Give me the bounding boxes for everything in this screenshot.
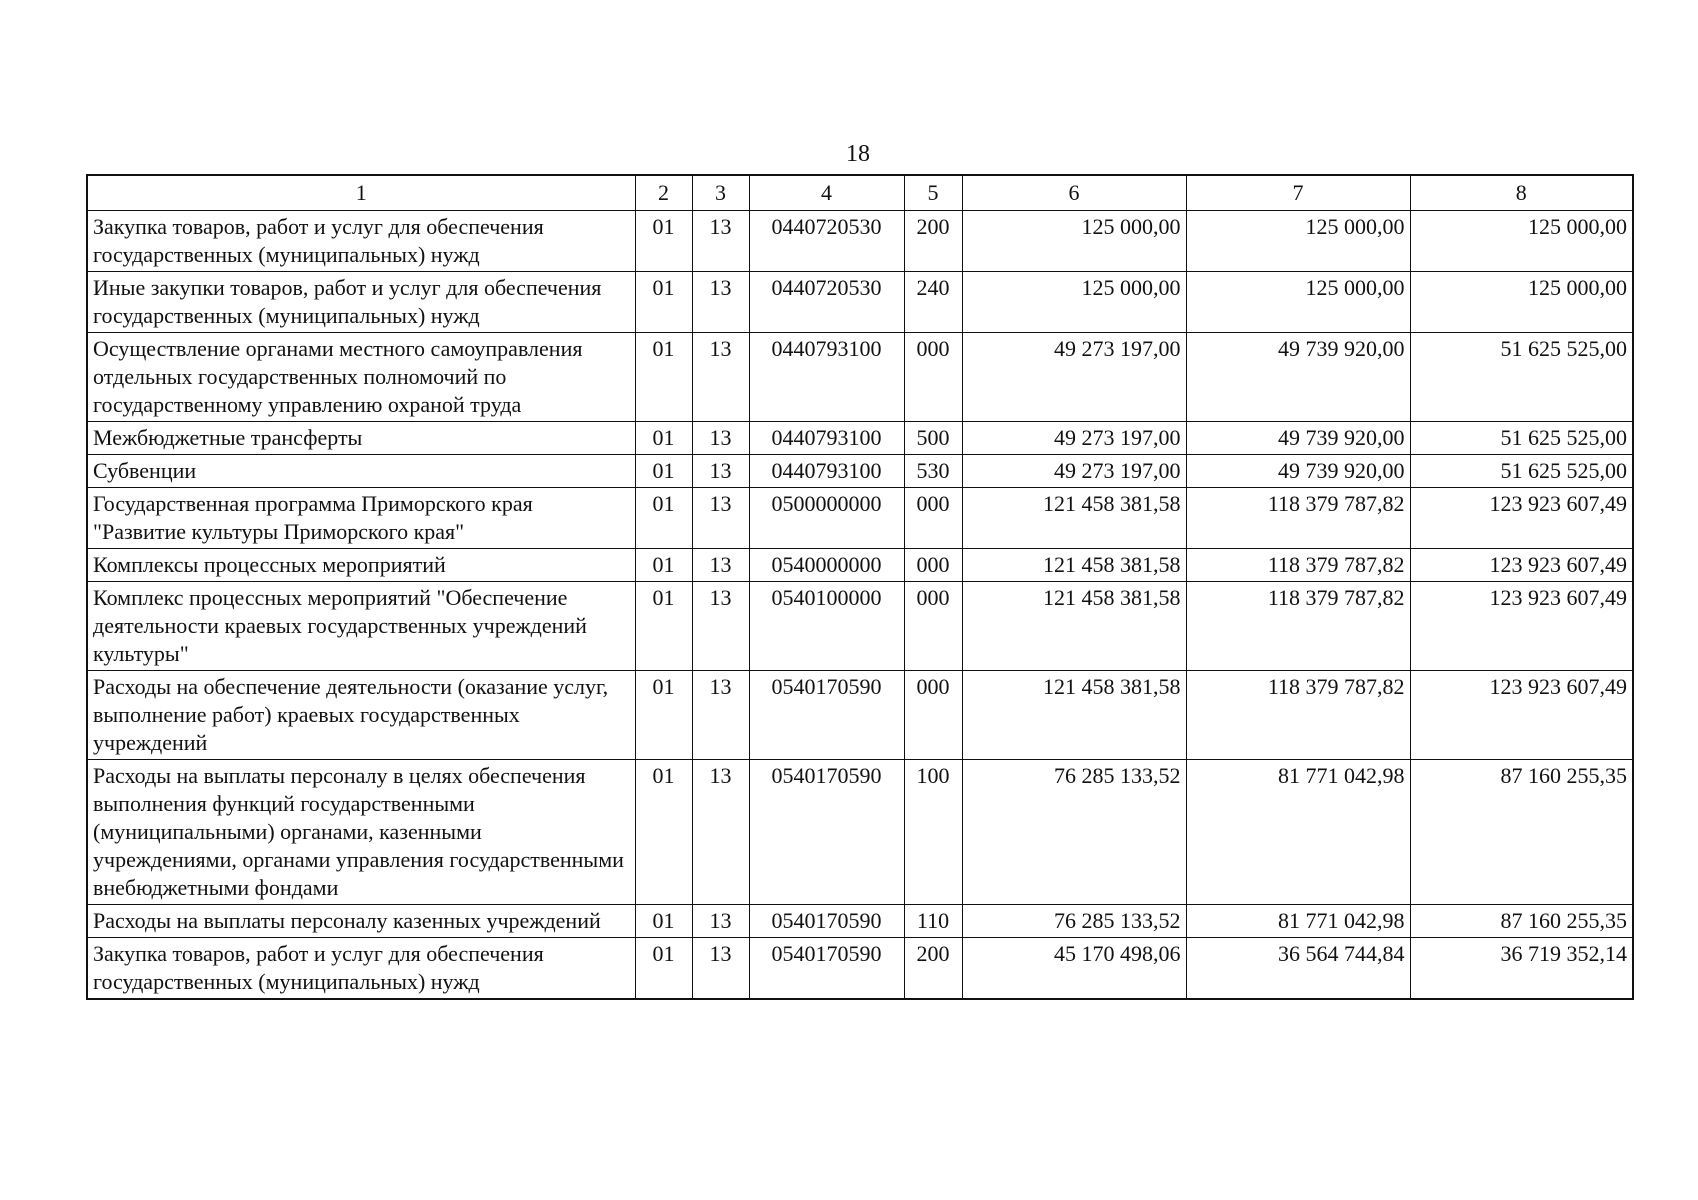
row-section: 01: [635, 488, 692, 549]
table-header-row: [87, 175, 1633, 211]
row-name: Расходы на обеспечение деятельности (оказание услуг, выполнение работ) краевых государственных учреждений: [87, 671, 635, 760]
row-amount-col6: 49 273 197,00: [962, 422, 1186, 455]
row-expense-type: 110: [904, 905, 962, 938]
row-subsection: 13: [692, 671, 749, 760]
row-target-article: 0500000000: [749, 488, 904, 549]
row-amount-col6: 125 000,00: [962, 272, 1186, 333]
row-subsection: 13: [692, 760, 749, 905]
row-target-article: 0540100000: [749, 582, 904, 671]
row-amount-col8: 36 719 352,14: [1410, 938, 1633, 1000]
header-cell: 3: [692, 175, 749, 211]
row-name: Расходы на выплаты персоналу казенных учреждений: [87, 905, 635, 938]
row-subsection: 13: [692, 582, 749, 671]
row-expense-type: 000: [904, 671, 962, 760]
header-cell: 8: [1410, 175, 1633, 211]
row-amount-col8: 51 625 525,00: [1410, 455, 1633, 488]
row-section: 01: [635, 211, 692, 272]
row-amount-col7: 81 771 042,98: [1186, 760, 1410, 905]
row-section: 01: [635, 272, 692, 333]
row-target-article: 0540170590: [749, 938, 904, 1000]
table-row: [87, 422, 1633, 455]
budget-table: [86, 174, 1634, 1000]
row-amount-col6: 121 458 381,58: [962, 488, 1186, 549]
row-amount-col8: 125 000,00: [1410, 272, 1633, 333]
row-amount-col7: 118 379 787,82: [1186, 488, 1410, 549]
row-section: 01: [635, 549, 692, 582]
row-section: 01: [635, 905, 692, 938]
row-amount-col7: 118 379 787,82: [1186, 671, 1410, 760]
row-expense-type: 240: [904, 272, 962, 333]
row-amount-col7: 125 000,00: [1186, 211, 1410, 272]
row-amount-col8: 123 923 607,49: [1410, 488, 1633, 549]
row-amount-col7: 81 771 042,98: [1186, 905, 1410, 938]
row-section: 01: [635, 938, 692, 1000]
page-number: 18: [846, 141, 870, 167]
row-name: Иные закупки товаров, работ и услуг для обеспечения государственных (муниципальных) нужд: [87, 272, 635, 333]
row-amount-col6: 49 273 197,00: [962, 333, 1186, 422]
row-amount-col6: 121 458 381,58: [962, 671, 1186, 760]
row-amount-col6: 76 285 133,52: [962, 905, 1186, 938]
row-name: Государственная программа Приморского края "Развитие культуры Приморского края": [87, 488, 635, 549]
header-cell: 1: [87, 175, 635, 211]
table-row: [87, 760, 1633, 905]
row-section: 01: [635, 333, 692, 422]
row-section: 01: [635, 455, 692, 488]
row-amount-col7: 49 739 920,00: [1186, 455, 1410, 488]
row-target-article: 0540000000: [749, 549, 904, 582]
table-row: [87, 582, 1633, 671]
row-name: Межбюджетные трансферты: [87, 422, 635, 455]
table-row: [87, 333, 1633, 422]
row-name: Комплекс процессных мероприятий "Обеспечение деятельности краевых государственных учреждений культуры": [87, 582, 635, 671]
row-amount-col8: 87 160 255,35: [1410, 905, 1633, 938]
row-amount-col6: 121 458 381,58: [962, 549, 1186, 582]
row-target-article: 0440720530: [749, 272, 904, 333]
row-name: Закупка товаров, работ и услуг для обеспечения государственных (муниципальных) нужд: [87, 938, 635, 1000]
row-amount-col8: 87 160 255,35: [1410, 760, 1633, 905]
row-subsection: 13: [692, 488, 749, 549]
row-amount-col6: 125 000,00: [962, 211, 1186, 272]
row-name: Закупка товаров, работ и услуг для обеспечения государственных (муниципальных) нужд: [87, 211, 635, 272]
row-subsection: 13: [692, 333, 749, 422]
row-amount-col7: 49 739 920,00: [1186, 422, 1410, 455]
row-amount-col7: 49 739 920,00: [1186, 333, 1410, 422]
header-cell: 7: [1186, 175, 1410, 211]
table-row: [87, 671, 1633, 760]
row-amount-col8: 51 625 525,00: [1410, 422, 1633, 455]
row-subsection: 13: [692, 938, 749, 1000]
table-row: [87, 549, 1633, 582]
header-cell: 2: [635, 175, 692, 211]
row-subsection: 13: [692, 905, 749, 938]
row-target-article: 0440793100: [749, 333, 904, 422]
row-section: 01: [635, 760, 692, 905]
row-subsection: 13: [692, 455, 749, 488]
row-expense-type: 500: [904, 422, 962, 455]
row-name: Расходы на выплаты персоналу в целях обеспечения выполнения функций государственными (муниципальными) органами, казенными учреждениями, органами управления государственными внебюджетными фондами: [87, 760, 635, 905]
row-expense-type: 200: [904, 938, 962, 1000]
row-target-article: 0440793100: [749, 455, 904, 488]
row-expense-type: 200: [904, 211, 962, 272]
row-subsection: 13: [692, 549, 749, 582]
row-amount-col6: 49 273 197,00: [962, 455, 1186, 488]
row-name: Субвенции: [87, 455, 635, 488]
row-section: 01: [635, 422, 692, 455]
row-expense-type: 000: [904, 333, 962, 422]
row-section: 01: [635, 671, 692, 760]
table-row: [87, 938, 1633, 1000]
row-expense-type: 000: [904, 549, 962, 582]
row-amount-col8: 123 923 607,49: [1410, 582, 1633, 671]
table-row: [87, 905, 1633, 938]
row-expense-type: 530: [904, 455, 962, 488]
row-subsection: 13: [692, 272, 749, 333]
row-expense-type: 000: [904, 582, 962, 671]
header-cell: 5: [904, 175, 962, 211]
row-target-article: 0540170590: [749, 671, 904, 760]
row-target-article: 0440720530: [749, 211, 904, 272]
row-amount-col7: 118 379 787,82: [1186, 582, 1410, 671]
row-amount-col8: 125 000,00: [1410, 211, 1633, 272]
row-name: Осуществление органами местного самоуправления отдельных государственных полномочий по государственному управлению охраной труда: [87, 333, 635, 422]
row-amount-col7: 36 564 744,84: [1186, 938, 1410, 1000]
row-amount-col8: 51 625 525,00: [1410, 333, 1633, 422]
header-cell: 4: [749, 175, 904, 211]
row-subsection: 13: [692, 211, 749, 272]
row-section: 01: [635, 582, 692, 671]
row-expense-type: 100: [904, 760, 962, 905]
table-row: [87, 455, 1633, 488]
row-amount-col7: 125 000,00: [1186, 272, 1410, 333]
row-amount-col7: 118 379 787,82: [1186, 549, 1410, 582]
header-cell: 6: [962, 175, 1186, 211]
row-name: Комплексы процессных мероприятий: [87, 549, 635, 582]
table-row: [87, 211, 1633, 272]
table-row: [87, 488, 1633, 549]
table-row: [87, 272, 1633, 333]
row-amount-col6: 45 170 498,06: [962, 938, 1186, 1000]
row-subsection: 13: [692, 422, 749, 455]
row-amount-col8: 123 923 607,49: [1410, 671, 1633, 760]
row-expense-type: 000: [904, 488, 962, 549]
row-amount-col6: 76 285 133,52: [962, 760, 1186, 905]
row-target-article: 0540170590: [749, 760, 904, 905]
row-target-article: 0440793100: [749, 422, 904, 455]
row-amount-col8: 123 923 607,49: [1410, 549, 1633, 582]
row-amount-col6: 121 458 381,58: [962, 582, 1186, 671]
row-target-article: 0540170590: [749, 905, 904, 938]
